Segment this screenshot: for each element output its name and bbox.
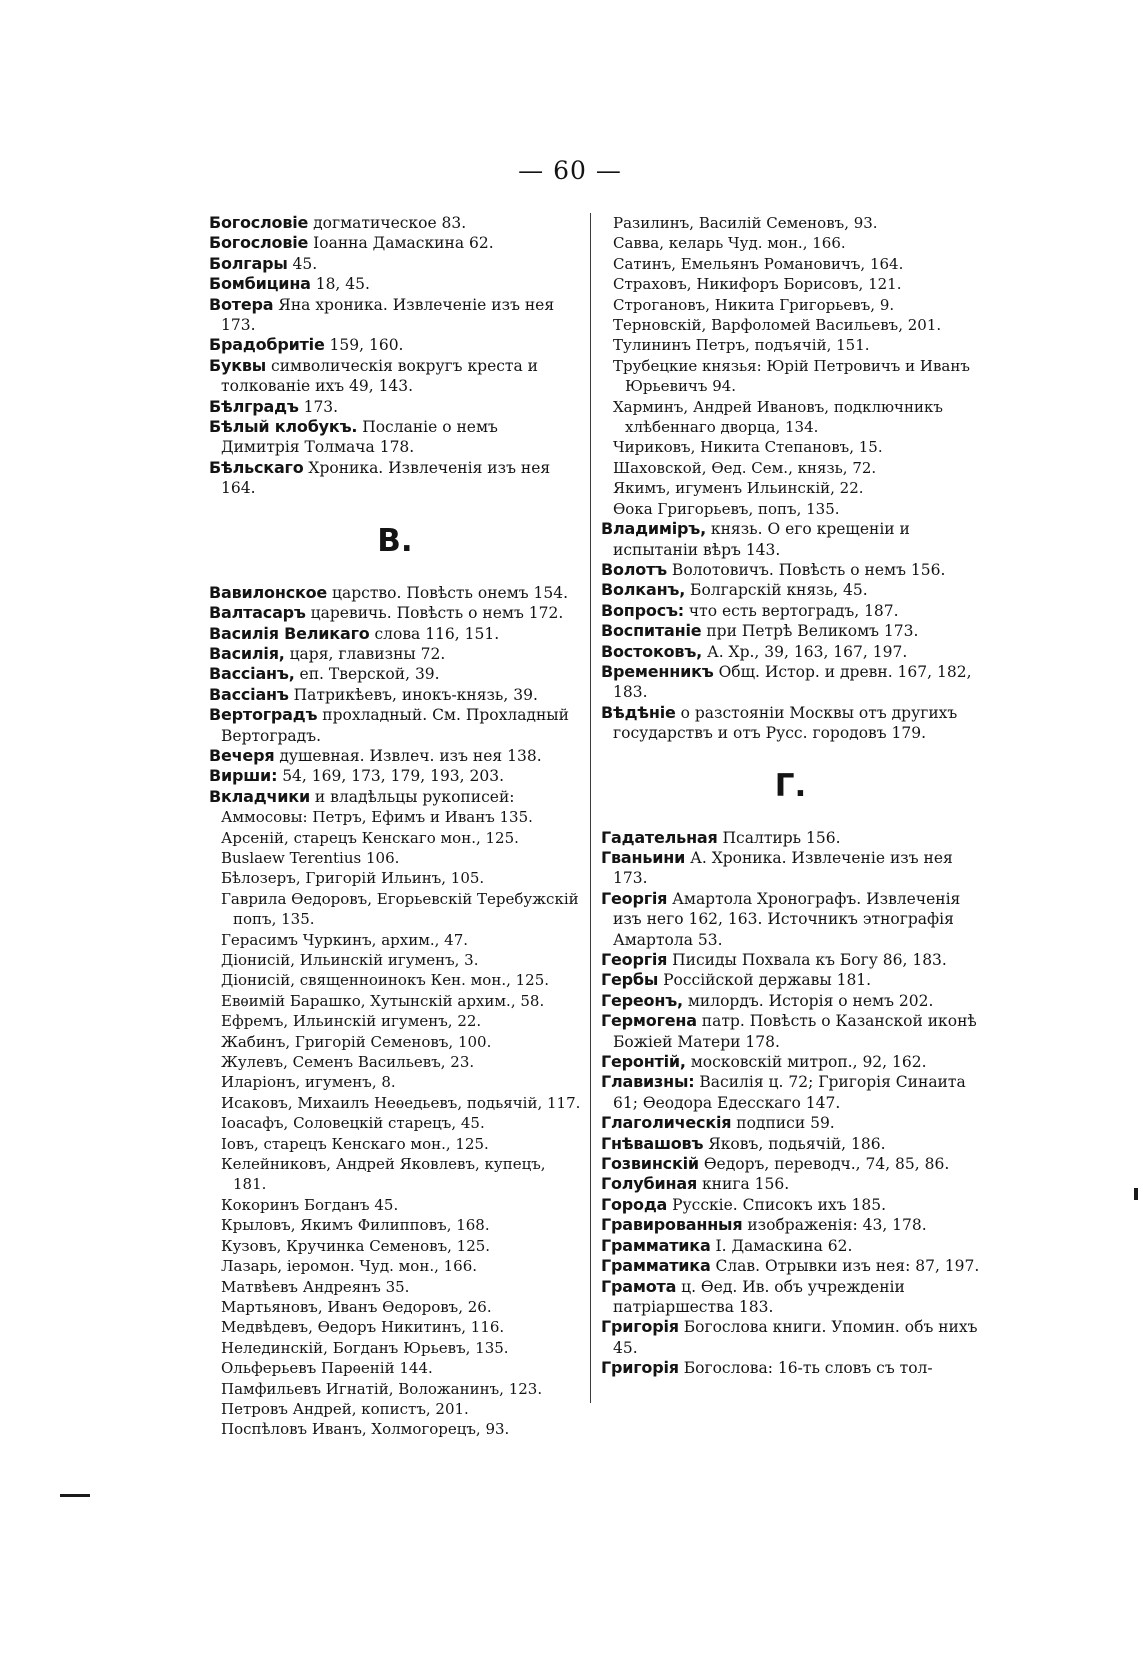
entry-headword: Гозвинскій <box>601 1154 699 1174</box>
entry-headword: Воспитаніе <box>601 621 702 641</box>
entry-text: Волотовичъ. Повѣсть о немъ 156. <box>667 560 946 579</box>
entry-headword: Вертоградъ <box>209 705 318 725</box>
entry-headword: Богословіе <box>209 233 309 253</box>
index-entry <box>601 1154 980 1174</box>
entry-headword: Гадательная <box>601 827 718 847</box>
entry-headword: Гравированныя <box>601 1215 743 1235</box>
index-entry <box>209 458 581 499</box>
index-entry <box>601 1052 980 1072</box>
index-subentry: Нелединскій, Богданъ Юрьевъ, 135. <box>221 1338 509 1357</box>
index-entry <box>601 889 980 950</box>
entry-headword: Вопросъ: <box>601 600 684 620</box>
index-entry <box>601 1072 980 1113</box>
entry-headword: Вирши: <box>209 766 278 786</box>
index-subentry: Лазарь, іеромон. Чуд. мон., 166. <box>221 1257 478 1276</box>
entry-headword: Грамматика <box>601 1256 711 1276</box>
entry-headword: Вечеря <box>209 745 275 765</box>
entry-text: 173. <box>298 397 339 416</box>
index-subentry: Ольферьевъ Парѳеній 144. <box>221 1359 433 1378</box>
index-entry <box>209 583 581 603</box>
index-entry <box>209 685 581 705</box>
index-entry <box>601 848 980 889</box>
entry-headword: Григорія <box>601 1358 679 1378</box>
index-entry <box>601 1134 980 1154</box>
index-column-right <box>601 213 980 1379</box>
column-divider <box>590 213 591 1403</box>
entry-text: догматическое 83. <box>308 214 467 232</box>
index-entry <box>601 621 980 641</box>
index-entry <box>209 746 581 766</box>
entry-headword: Брадобритіе <box>209 335 325 355</box>
entry-headword: Бомбицина <box>209 274 311 294</box>
entry-headword: Востоковъ, <box>601 641 703 661</box>
index-entry <box>601 1195 980 1215</box>
index-subentry: Герасимъ Чуркинъ, архим., 47. <box>221 930 469 949</box>
entry-headword: Буквы <box>209 355 267 375</box>
index-subentry: Шаховской, Ѳед. Сем., князь, 72. <box>613 458 877 477</box>
entry-headword: Волканъ, <box>601 580 686 600</box>
entry-text: Писиды Похвала къ Богу 86, 183. <box>667 951 947 969</box>
entry-text: милордъ. Исторія о немъ 202. <box>682 991 934 1010</box>
index-subentry: Исаковъ, Михаилъ Неѳедьевъ, подьячій, 117. <box>221 1093 581 1112</box>
entry-text: Хроника. Извлеченія изъ нея 164. <box>221 458 551 498</box>
index-subentry: Бѣлозеръ, Григорій Ильинъ, 105. <box>221 869 485 888</box>
index-entry <box>209 233 581 253</box>
index-subentry: Ефремъ, Ильинскій игуменъ, 22. <box>221 1012 482 1031</box>
entry-text: Посланіе о немъ Димитрія Толмача 178. <box>221 418 498 457</box>
index-subentry: Якимъ, игуменъ Ильинскій, 22. <box>613 479 864 498</box>
index-subentry: Гаврила Ѳедоровъ, Егорьевскій Теребужскій попъ, 135. <box>221 889 579 929</box>
index-entry <box>209 766 581 786</box>
index-entry <box>209 356 581 397</box>
entry-text: символическія вокругъ креста и толкованіе ихъ 49, 143. <box>221 356 539 396</box>
index-subentry: Іоасафъ, Соловецкій старецъ, 45. <box>221 1114 485 1133</box>
entry-headword: Волотъ <box>601 559 667 579</box>
entry-text: еп. Тверской, 39. <box>294 665 440 684</box>
entry-text: Амартола Хронографъ. Извлеченія изъ него 162, 163. Источникъ этнографія Амартола 53. <box>613 889 961 949</box>
entry-text: Слав. Отрывки изъ нея: 87, 197. <box>710 1257 980 1276</box>
index-subentry: Петровъ Андрей, копистъ, 201. <box>221 1399 469 1418</box>
index-entry <box>209 213 581 233</box>
index-subentry: Строгановъ, Никита Григорьевъ, 9. <box>613 295 895 314</box>
index-subentry: Діонисій, священноинокъ Кен. мон., 125. <box>221 971 550 990</box>
entry-headword: Гермогена <box>601 1011 697 1031</box>
entry-text: Богослова: 16-ть словъ съ тол- <box>678 1359 933 1378</box>
section-letter-heading: Г. <box>774 767 807 804</box>
entry-text: Псалтирь 156. <box>717 828 841 847</box>
entry-text: 45. <box>287 254 318 273</box>
index-subentry: Иларіонъ, игуменъ, 8. <box>221 1073 396 1092</box>
index-subentry: Тулининъ Петръ, подъячій, 151. <box>613 336 870 355</box>
entry-text: Патрикѣевъ, инокъ-князь, 39. <box>288 685 538 704</box>
entry-text: князь. О его крещеніи и испытаніи вѣръ 143. <box>613 520 910 559</box>
index-entry <box>209 624 581 644</box>
index-entry <box>209 705 581 746</box>
index-entry <box>601 642 980 662</box>
entry-headword: Георгія <box>601 888 668 908</box>
entry-text: патр. Повѣсть о Казанской иконѣ Божіей Матери 178. <box>613 1012 977 1051</box>
index-entry <box>601 1358 980 1378</box>
index-subentry: Савва, келарь Чуд. мон., 166. <box>613 234 846 253</box>
index-subentry: Чириковъ, Никита Степановъ, 15. <box>613 438 883 457</box>
entry-text: прохладный. См. Прохладный Вертоградъ. <box>221 706 569 745</box>
entry-headword: Главизны: <box>601 1072 695 1092</box>
entry-text: Общ. Истор. и древн. 167, 182, 183. <box>613 662 972 702</box>
page-number: — 60 — <box>518 156 622 185</box>
index-subentry: Терновскій, Варфоломей Васильевъ, 201. <box>613 316 942 335</box>
entry-text: царство. Повѣсть онемъ 154. <box>327 583 569 602</box>
entry-headword: Василія, <box>209 643 285 663</box>
index-subentry: Аммосовы: Петръ, Ефимъ и Иванъ 135. <box>221 808 533 827</box>
entry-text: 159, 160. <box>324 336 404 355</box>
index-entry <box>601 1277 980 1318</box>
index-subentry: Келейниковъ, Андрей Яковлевъ, купецъ, 181. <box>221 1155 546 1194</box>
entry-headword: Вѣдѣніе <box>601 702 676 722</box>
entry-headword: Григорія <box>601 1317 679 1337</box>
entry-text: І. Дамаскина 62. <box>710 1236 853 1255</box>
entry-headword: Вотера <box>209 294 274 314</box>
entry-headword: Гваньини <box>601 847 686 867</box>
ink-mark <box>60 1494 90 1497</box>
entry-headword: Грамота <box>601 1276 677 1296</box>
index-subentry: Ѳока Григорьевъ, попъ, 135. <box>613 499 840 518</box>
index-subentry: Арсеній, старецъ Кенскаго мон., 125. <box>221 828 519 847</box>
entry-text: Болгарскій князь, 45. <box>685 581 868 600</box>
entry-text: царя, главизны 72. <box>284 644 446 663</box>
index-subentry: Жулевъ, Семенъ Васильевъ, 23. <box>221 1053 475 1072</box>
index-subentry: Евѳимій Барашко, Хутынскій архим., 58. <box>221 991 545 1010</box>
index-entry <box>601 1317 980 1358</box>
entry-text: изображенія: 43, 178. <box>742 1216 927 1235</box>
entry-text: о разстояніи Москвы отъ другихъ государствъ и отъ Русс. городовъ 179. <box>613 703 958 743</box>
index-entry <box>601 580 980 600</box>
entry-text: 54, 169, 173, 179, 193, 203. <box>277 767 505 786</box>
index-entry <box>601 1174 980 1194</box>
entry-text: Богослова книги. Упомин. объ нихъ 45. <box>613 1318 978 1357</box>
entry-headword: Василія Великаго <box>209 623 370 643</box>
index-entry <box>209 787 581 807</box>
index-entry <box>601 1236 980 1256</box>
entry-headword: Бѣльскаго <box>209 457 304 477</box>
entry-text: подписи 59. <box>731 1114 835 1133</box>
index-subentry: Жабинъ, Григорій Семеновъ, 100. <box>221 1032 492 1051</box>
entry-headword: Валтасаръ <box>209 603 306 623</box>
entry-text: книга 156. <box>697 1175 790 1194</box>
index-subentry: Сатинъ, Емельянъ Романовичъ, 164. <box>613 254 904 273</box>
entry-headword: Бѣлградъ <box>209 396 299 416</box>
index-entry <box>209 274 581 294</box>
index-entry <box>601 970 980 990</box>
index-entry <box>601 1215 980 1235</box>
entry-headword: Голубиная <box>601 1174 698 1194</box>
entry-text: Яна хроника. Извлеченіе изъ нея 173. <box>221 295 555 335</box>
index-subentry: Страховъ, Никифоръ Борисовъ, 121. <box>613 275 902 294</box>
entry-text: Іоанна Дамаскина 62. <box>308 234 494 253</box>
index-entry <box>209 644 581 664</box>
entry-headword: Владиміръ, <box>601 519 706 539</box>
index-subentry: Мартьяновъ, Иванъ Ѳедоровъ, 26. <box>221 1297 492 1316</box>
entry-headword: Вкладчики <box>209 786 310 806</box>
index-subentry: Іовъ, старецъ Кенскаго мон., 125. <box>221 1134 489 1153</box>
entry-headword: Глаголическія <box>601 1113 732 1133</box>
index-subentry: Діонисій, Ильинскій игуменъ, 3. <box>221 951 479 969</box>
entry-headword: Временникъ <box>601 661 714 681</box>
index-subentry: Разилинъ, Василій Семеновъ, 93. <box>613 214 878 232</box>
index-subentry: Матвѣевъ Андреянъ 35. <box>221 1277 410 1296</box>
entry-text: московскій митроп., 92, 162. <box>685 1053 927 1072</box>
entry-headword: Вассіанъ <box>209 684 289 704</box>
index-entry <box>601 601 980 621</box>
entry-headword: Болгары <box>209 253 288 273</box>
index-subentry: Харминъ, Андрей Ивановъ, подключникъ хлѣбеннаго дворца, 134. <box>613 397 943 437</box>
entry-text: Василія ц. 72; Григорія Синаита 61; Ѳеодора Едесскаго 147. <box>613 1073 966 1112</box>
entry-headword: Георгія <box>601 950 668 969</box>
entry-text: А. Хроника. Извлеченіе изъ нея 173. <box>613 848 953 888</box>
index-subentry: Buslaew Terentius 106. <box>221 848 400 867</box>
index-entry <box>601 1011 980 1052</box>
index-entry <box>209 603 581 623</box>
entry-headword: Грамматика <box>601 1235 711 1255</box>
entry-headword: Гербы <box>601 970 659 990</box>
index-entry <box>601 662 980 703</box>
entry-text: Россійской державы 181. <box>658 971 872 990</box>
entry-text: 18, 45. <box>310 275 370 294</box>
index-entry <box>601 828 980 848</box>
index-entry <box>601 991 980 1011</box>
entry-headword: Богословіе <box>209 213 309 232</box>
entry-text: Яковъ, подьячій, 186. <box>703 1134 886 1153</box>
index-entry <box>601 560 980 580</box>
entry-headword: Города <box>601 1194 668 1214</box>
index-entry <box>601 1113 980 1133</box>
index-entry <box>601 703 980 744</box>
index-entry <box>209 335 581 355</box>
section-letter-heading: В. <box>377 522 413 559</box>
entry-text: Ѳедоръ, переводч., 74, 85, 86. <box>698 1155 950 1174</box>
index-column-left <box>209 213 581 1440</box>
entry-text: что есть вертоградъ, 187. <box>684 601 899 620</box>
index-entry <box>209 254 581 274</box>
index-subentry: Поспѣловъ Иванъ, Холмогорецъ, 93. <box>221 1420 510 1439</box>
entry-headword: Вавилонское <box>209 582 328 602</box>
entry-headword: Геронтій, <box>601 1052 686 1072</box>
index-subentry: Кокоринъ Богданъ 45. <box>221 1195 399 1214</box>
entry-text: ц. Ѳед. Ив. объ учрежденіи патріаршества 183. <box>613 1277 905 1316</box>
index-entry <box>601 519 980 560</box>
entry-headword: Гереонъ, <box>601 990 683 1010</box>
entry-text: А. Хр., 39, 163, 167, 197. <box>702 642 908 661</box>
entry-headword: Гнѣвашовъ <box>601 1133 704 1153</box>
index-entry <box>209 417 581 458</box>
entry-text: Русскіе. Списокъ ихъ 185. <box>667 1195 887 1214</box>
index-entry <box>601 950 980 970</box>
index-entry <box>209 397 581 417</box>
edge-mark <box>1134 1188 1138 1200</box>
entry-headword: Бѣлый клобукъ. <box>209 417 358 437</box>
index-subentry: Трубецкие князья: Юрій Петровичъ и Иванъ Юрьевичъ 94. <box>613 356 970 396</box>
index-subentry: Крыловъ, Якимъ Филипповъ, 168. <box>221 1216 490 1235</box>
entry-text: и владѣльцы рукописей: <box>309 787 515 806</box>
index-subentry: Медвѣдевъ, Ѳедоръ Никитинъ, 116. <box>221 1318 505 1337</box>
entry-headword: Вассіанъ, <box>209 664 295 684</box>
index-entry <box>209 295 581 336</box>
index-subentry: Памфильевъ Игнатій, Воложанинъ, 123. <box>221 1379 543 1398</box>
index-subentry: Кузовъ, Кручинка Семеновъ, 125. <box>221 1236 491 1255</box>
index-entry <box>209 664 581 684</box>
entry-text: при Петрѣ Великомъ 173. <box>701 622 919 641</box>
entry-text: слова 116, 151. <box>369 624 500 643</box>
entry-text: царевичь. Повѣсть о немъ 172. <box>305 604 564 623</box>
index-entry <box>601 1256 980 1276</box>
entry-text: душевная. Извлеч. изъ нея 138. <box>274 746 542 765</box>
